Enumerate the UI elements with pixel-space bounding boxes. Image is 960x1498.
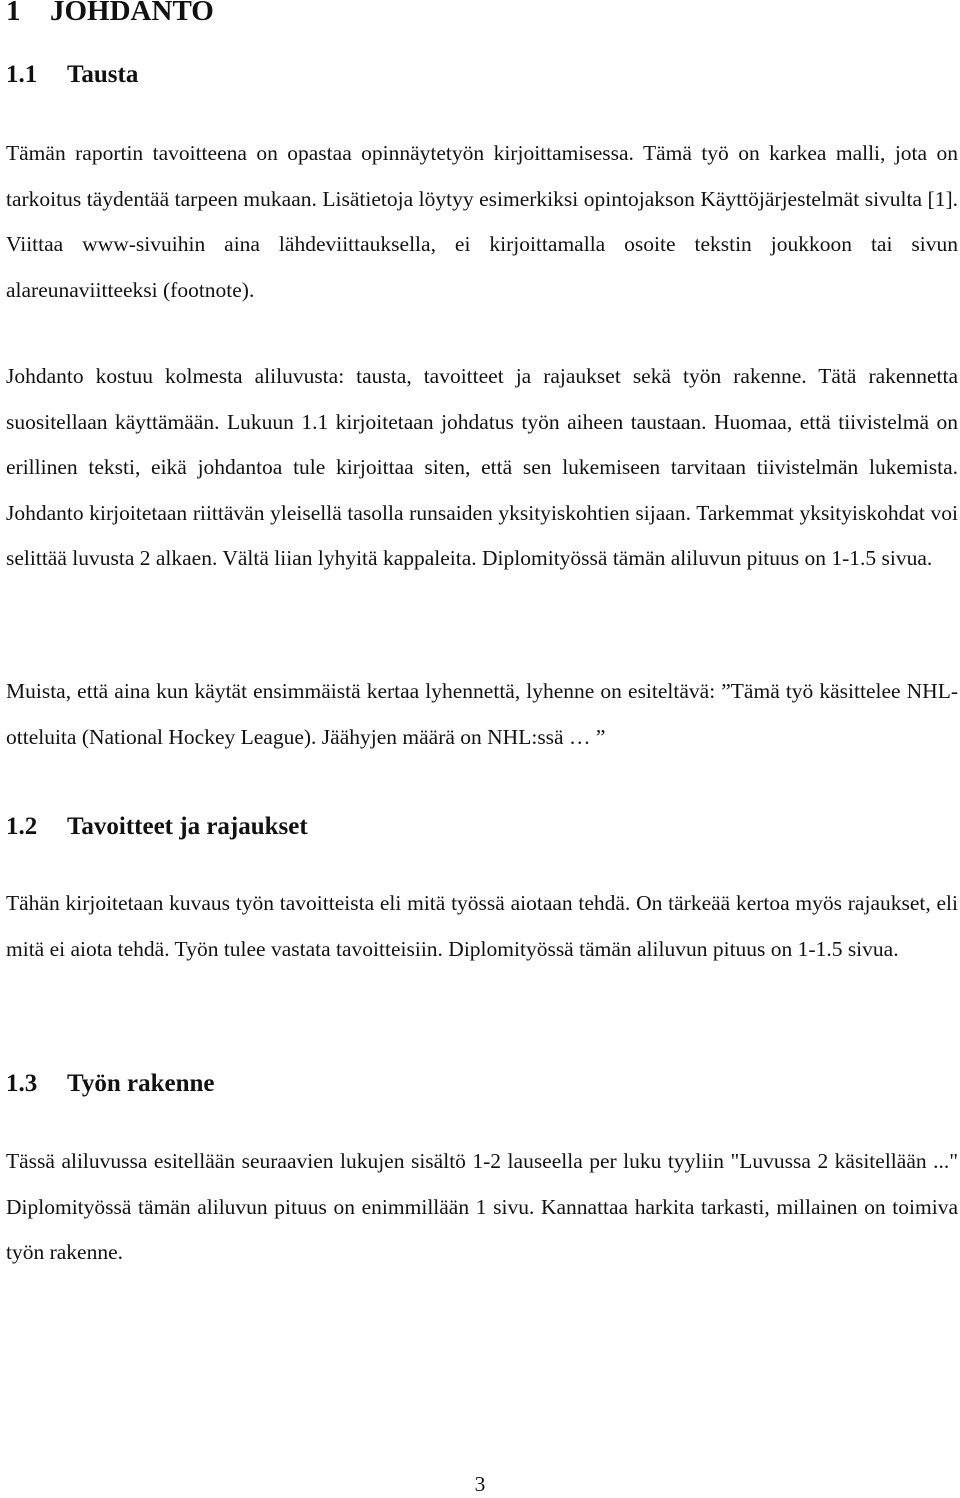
chapter-title: JOHDANTO xyxy=(50,0,214,27)
paragraph-tausta-1: Tämän raportin tavoitteena on opastaa opinnäytetyön kirjoittamisessa. Tämä työ on karkea malli, jota on tarkoitus täydentää tarpeen mukaan. Lisätietoja löytyy esimerkiksi opintojakson Käyttöjärjestelmät sivulta [1]. Viittaa www-sivuihin aina lähdeviittauksella, ei kirjoittamalla osoite tekstin joukkoon tai sivun alareunaviitteeksi (footnote). xyxy=(6,141,958,302)
section-number: 1.2 xyxy=(6,813,38,840)
chapter-number: 1 xyxy=(6,0,21,27)
section-heading-1-2 xyxy=(6,812,958,842)
section-heading-1-3 xyxy=(6,1069,958,1099)
paragraph-rakenne: Tässä aliluvussa esitellään seuraavien lukujen sisältö 1-2 lauseella per luku tyyliin "Luvussa 2 käsitellään ..." Diplomityössä tämän aliluvun pituus on enimmillään 1 sivu. Kannattaa harkita tarkasti, millainen on toimiva työn rakenne. xyxy=(6,1149,958,1264)
section-title: Tavoitteet ja rajaukset xyxy=(67,813,308,840)
section-number: 1.1 xyxy=(6,61,38,88)
paragraph-tausta-2: Johdanto kostuu kolmesta aliluvusta: tausta, tavoitteet ja rajaukset sekä työn rakenne. Tätä rakennetta suositellaan käyttämään. Lukuun 1.1 kirjoitetaan johdatus työn aiheen taustaan. Huomaa, että tiivistelmä on erillinen teksti, eikä johdantoa tule kirjoittaa siten, että sen lukemiseen tarvitaan tiivistelmän lukemista. Johdanto kirjoitetaan riittävän yleisellä tasolla runsaiden yksityiskohtien sijaan. Tarkemmat yksityiskohdat voi selittää luvusta 2 alkaen. Vältä liian lyhyitä kappaleita. Diplomityössä tämän aliluvun pituus on 1-1.5 sivua. xyxy=(6,364,958,570)
section-number: 1.3 xyxy=(6,1070,38,1097)
section-title: Työn rakenne xyxy=(67,1070,215,1097)
section-heading-1-1 xyxy=(6,60,958,90)
page-number: 3 xyxy=(474,1472,486,1496)
section-title: Tausta xyxy=(67,61,139,88)
paragraph-tavoitteet: Tähän kirjoitetaan kuvaus työn tavoitteista eli mitä työssä aiotaan tehdä. On tärkeää kertoa myös rajaukset, eli mitä ei aiota tehdä. Työn tulee vastata tavoitteisiin. Diplomityössä tämän aliluvun pituus on 1-1.5 sivua. xyxy=(6,891,958,961)
paragraph-tausta-3: Muista, että aina kun käytät ensimmäistä kertaa lyhennettä, lyhenne on esiteltävä: ”Tämä työ käsittelee NHL-otteluita (National Hockey League). Jäähyjen määrä on NHL:ssä … ” xyxy=(6,679,958,749)
chapter-heading xyxy=(6,0,958,26)
